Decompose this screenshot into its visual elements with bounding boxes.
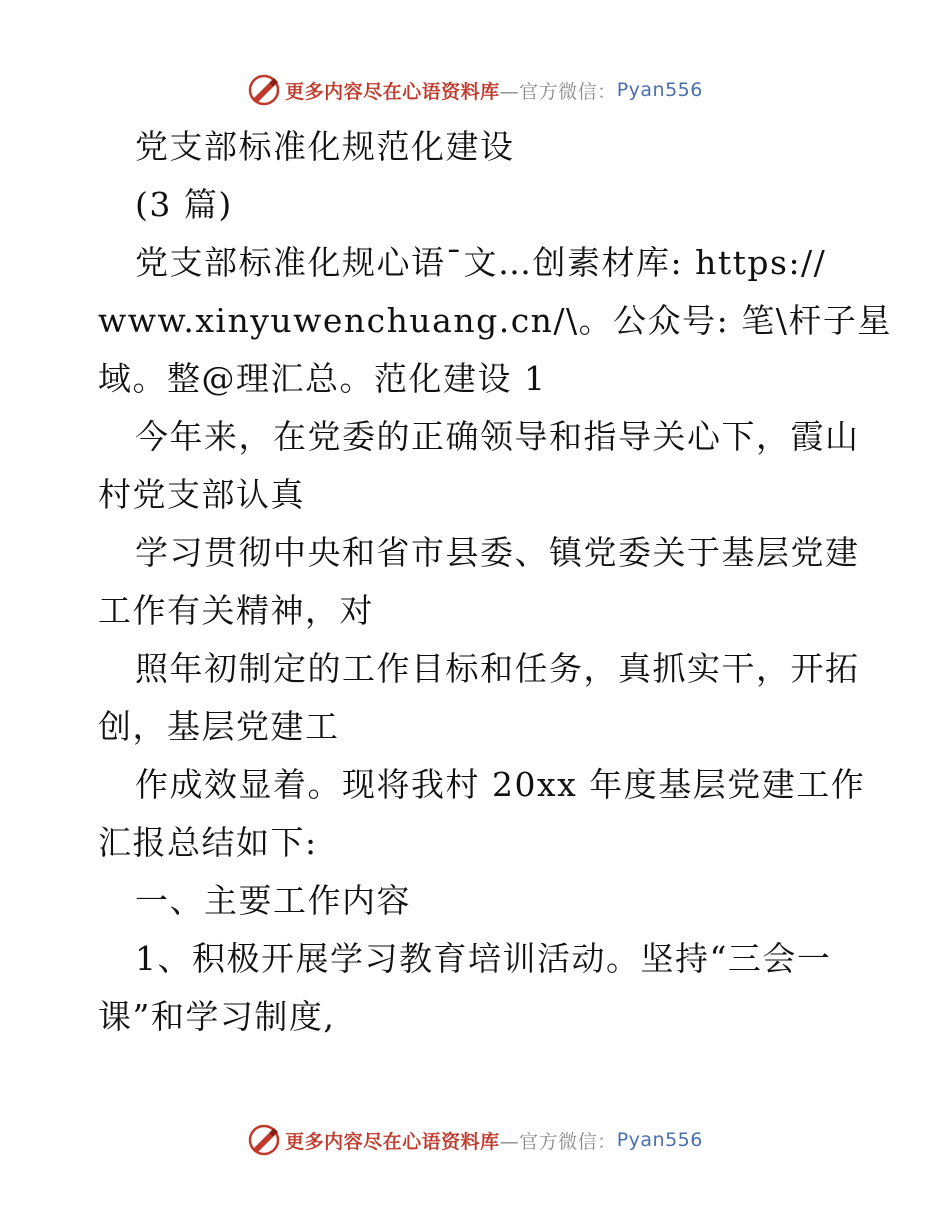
- banner-wechat-label: —官方微信：: [499, 1130, 617, 1153]
- banner-site-text: 更多内容尽在心语资料库: [285, 1130, 500, 1153]
- paragraph-line: 汇报总结如下:: [98, 823, 318, 862]
- paragraph-line: 照年初制定的工作目标和任务，真抓实干，开拓: [135, 649, 860, 688]
- footer-watermark-banner: [0, 1120, 950, 1160]
- paragraph-line: 今年来，在党委的正确领导和指导关心下，霞山: [135, 417, 860, 456]
- pen-logo-icon: [247, 73, 281, 107]
- header-watermark-banner: [0, 70, 950, 110]
- banner-wechat-id: Pyan556: [616, 79, 703, 101]
- banner-wechat-id: Pyan556: [616, 1129, 703, 1151]
- paragraph-line: 创，基层党建工: [98, 707, 340, 746]
- doc-subtitle-line: (3 篇): [135, 185, 233, 224]
- paragraph-line: 1、积极开展学习教育培训活动。坚持“三会一: [135, 939, 832, 978]
- document-body: [98, 118, 892, 1046]
- banner-wechat-label: —官方微信：: [499, 80, 617, 103]
- section-heading-line: 一、主要工作内容: [135, 881, 411, 920]
- doc-title-line: 党支部标准化规范化建设: [135, 127, 515, 166]
- banner-site-text: 更多内容尽在心语资料库: [285, 80, 500, 103]
- pen-logo-icon: [247, 1123, 281, 1157]
- paragraph-line: 党支部标准化规心语¯文…创素材库: https://: [135, 243, 827, 282]
- paragraph-line: 作成效显着。现将我村 20xx 年度基层党建工作: [135, 765, 866, 804]
- paragraph-line: 学习贯彻中央和省市县委、镇党委关于基层党建: [135, 533, 860, 572]
- paragraph-line: www.xinyuwenchuang.cn/\。公众号: 笔\杆子星: [98, 301, 892, 340]
- paragraph-line: 课”和学习制度,: [98, 997, 336, 1036]
- paragraph-line: 工作有关精神，对: [98, 591, 374, 630]
- paragraph-line: 域。整@理汇总。范化建设 1: [98, 359, 547, 398]
- paragraph-line: 村党支部认真: [98, 475, 305, 514]
